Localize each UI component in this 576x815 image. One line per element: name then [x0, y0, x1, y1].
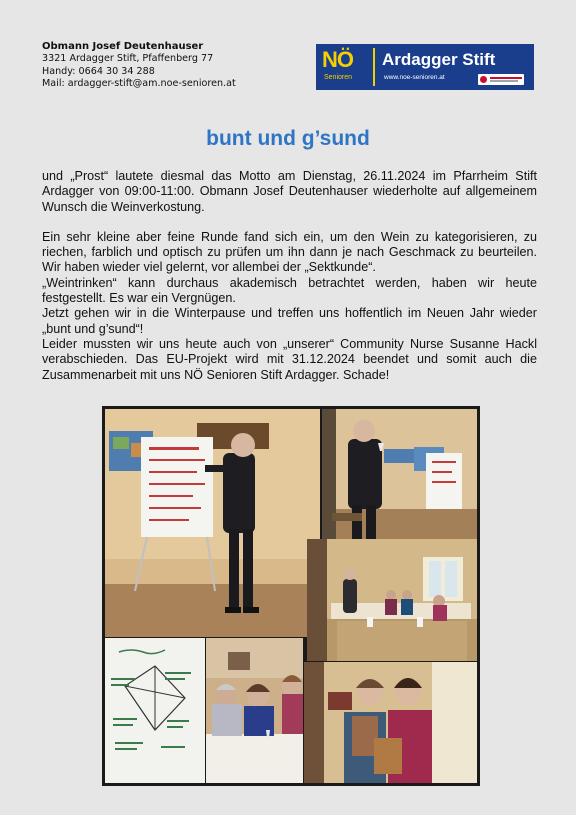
- badge-dot: [480, 76, 487, 83]
- sender-phone: Handy: 0664 30 34 288: [42, 65, 155, 77]
- logo-title: Ardagger Stift: [382, 50, 496, 69]
- badge-bar: [490, 77, 522, 79]
- paragraph-academic: „Weintrinken“ kann durchaus akademisch betrachtet werden, haben wir heute festgestellt. Es war ein Vergnügen.: [42, 275, 537, 306]
- logo-url: www.noe-senioren.at: [384, 74, 445, 81]
- logo-separator: [373, 48, 375, 86]
- paragraph-tasting: Ein sehr kleine aber feine Runde fand sich ein, um den Wein zu kategorisieren, zu riechen, farblich und optisch zu prüfen um ihn dann je nach Geschmack zu beurteilen. Wir haben wieder viel gelernt, vor allembei der „Sektkunde“.: [42, 229, 537, 275]
- article-body: [42, 169, 537, 383]
- noe-senioren-logo: [316, 44, 534, 90]
- sender-address: 3321 Ardagger Stift, Pfaffenberg 77: [42, 53, 214, 65]
- logo-brand: NÖ: [322, 47, 353, 72]
- presenter-with-wine-glass-photo: [322, 409, 477, 540]
- photo-collage: [102, 406, 480, 786]
- sender-mail: Mail: ardagger-stift@am.noe-senioren.at: [42, 78, 236, 90]
- tasting-group-room-photo: [307, 539, 477, 661]
- presenter-at-flipchart-photo: [105, 409, 320, 637]
- logo-brand-sub: Senioren: [324, 74, 353, 81]
- paragraph-gap: [42, 215, 537, 230]
- sender-address-block: [42, 41, 236, 91]
- logo-badge-icon: [478, 74, 524, 85]
- page-title: bunt und g’sund: [206, 127, 370, 150]
- paragraph-farewell: Leider mussten wir uns heute auch von „unserer“ Community Nurse Susanne Hackl verabschieden. Das EU-Projekt wird mit 31.12.2024 beendet und somit auch die Zusammenarbeit mit uns NÖ Senioren Stift Ardagger. Schade!: [42, 336, 537, 382]
- paragraph-winterpause: Jetzt gehen wir in die Winterpause und treffen uns hoffentlich im Neuen Jahr wieder „bunt und g’sund“!: [42, 306, 537, 336]
- sender-name: Obmann Josef Deutenhauser: [42, 41, 204, 52]
- logo-brand-box: [316, 44, 372, 90]
- two-women-with-gift-photo: [304, 662, 477, 783]
- sekt-chart-sketch-photo: [105, 638, 205, 783]
- participants-at-table-photo: [206, 638, 303, 783]
- paragraph-intro: und „Prost“ lautete diesmal das Motto am Dienstag, 26.11.2024 im Pfarrheim Stift Ardagger von 09:00-11:00. Obmann Josef Deutenhauser wiederholte auf allgemeinem Wunsch die Weinverkostung.: [42, 169, 537, 214]
- badge-bar-secondary: [490, 80, 518, 82]
